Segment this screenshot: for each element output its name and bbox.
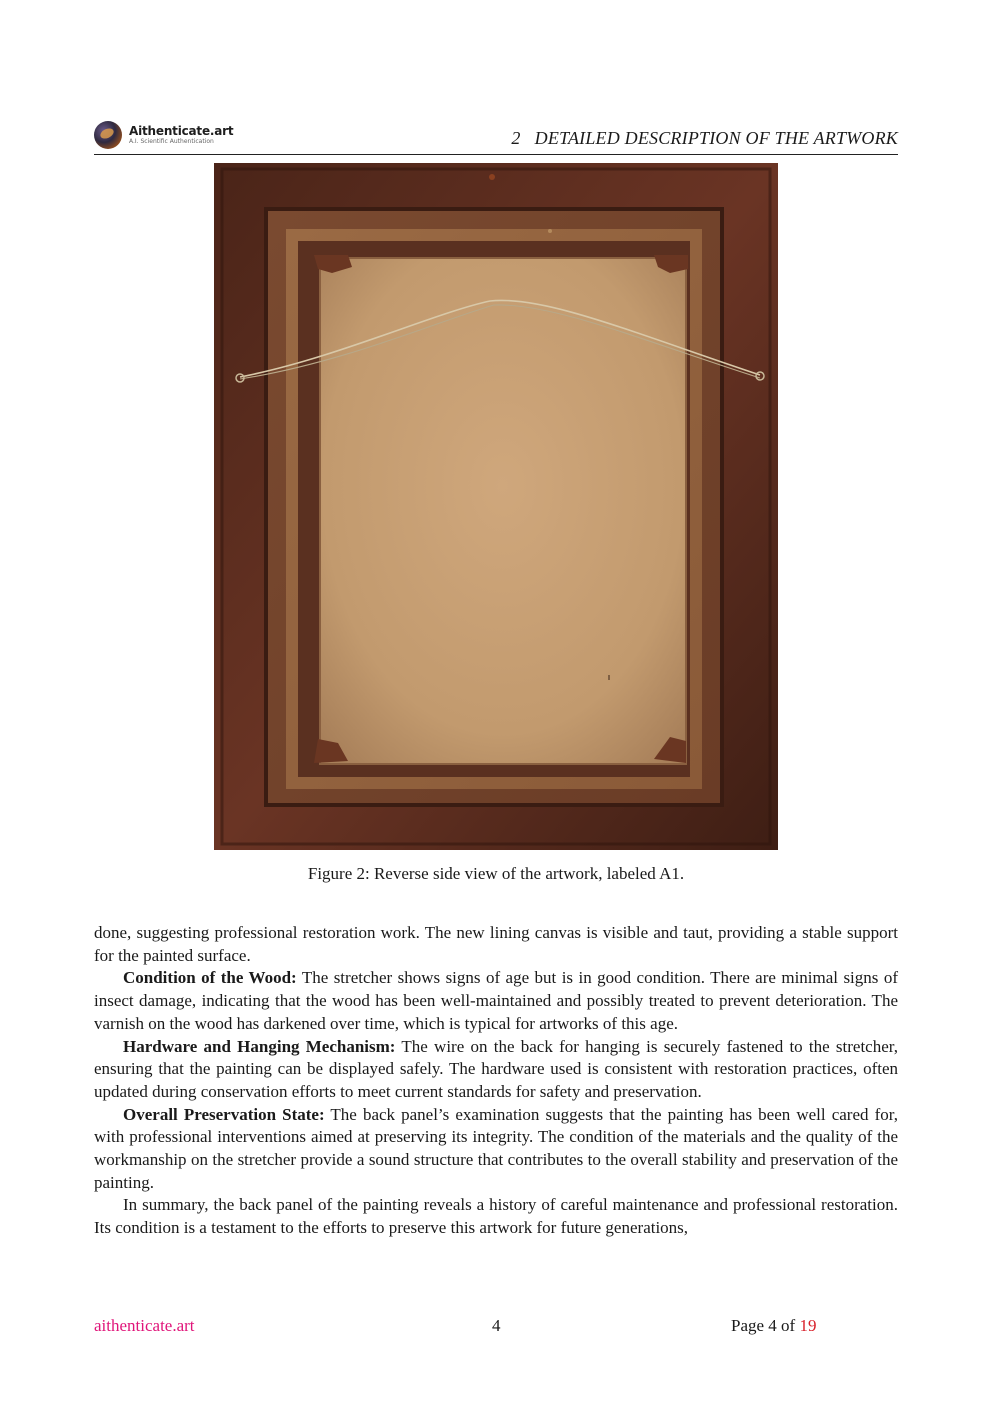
- wood-condition-text: The stretcher shows signs of age but is in good condition. There are minimal signs of insect damage, indicating that the wood has been well-maintained and possibly treated to prevent deterioration. The varnish on the wood has darkened over time, which is typical for artworks of this age.: [94, 968, 898, 1033]
- paragraph-wood-condition: [94, 967, 898, 1035]
- logo-name: Aithenticate.art: [129, 124, 234, 138]
- wood-condition-heading: Condition of the Wood:: [123, 968, 297, 988]
- paragraph-hardware: [94, 1036, 898, 1104]
- preservation-text: The back panel’s examination suggests that the painting has been well cared for, with professional interventions aimed at preserving its integrity. The condition of the materials and the quality of the workmanship on the stretcher provide a sound structure that contributes to the overall stability and preservation of the painting.: [94, 1104, 898, 1192]
- page-prefix: Page 4 of: [731, 1316, 800, 1335]
- preservation-heading: Overall Preservation State:: [123, 1104, 325, 1124]
- section-title: DETAILED DESCRIPTION OF THE ARTWORK: [534, 128, 898, 148]
- artwork-reverse-photo: [214, 163, 778, 850]
- body-text: [94, 922, 898, 1240]
- logo-tagline: A.I. Scientific Authentication: [129, 138, 214, 145]
- paragraph-summary: In summary, the back panel of the painting reveals a history of careful maintenance and professional restoration. Its condition is a testament to the efforts to preserve this artwork for future generations,: [94, 1195, 898, 1238]
- footer-site-link[interactable]: aithenticate.art: [94, 1316, 195, 1335]
- section-number: 2: [511, 128, 521, 148]
- hardware-heading: Hardware and Hanging Mechanism:: [123, 1036, 396, 1056]
- paragraph-preservation: [94, 1104, 898, 1195]
- paragraph-continuation: done, suggesting professional restoration work. The new lining canvas is visible and taut, providing a stable support for the painted surface.: [94, 923, 898, 965]
- logo-icon: [94, 121, 122, 149]
- page-header: [94, 118, 898, 155]
- page-footer: [94, 1316, 898, 1338]
- footer-page-count: [731, 1316, 816, 1336]
- page-total-link[interactable]: 19: [799, 1316, 817, 1335]
- section-heading: [511, 128, 898, 149]
- aithenticate-logo: [94, 120, 233, 150]
- footer-page-number: 4: [492, 1316, 501, 1335]
- hardware-text: The wire on the back for hanging is securely fastened to the stretcher, ensuring that the painting can be displayed safely. The hardware used is consistent with restoration practices, often updated during conservation efforts to meet current standards for safety and preservation.: [94, 1036, 898, 1101]
- figure-caption: Figure 2: Reverse side view of the artwork, labeled A1.: [307, 864, 685, 883]
